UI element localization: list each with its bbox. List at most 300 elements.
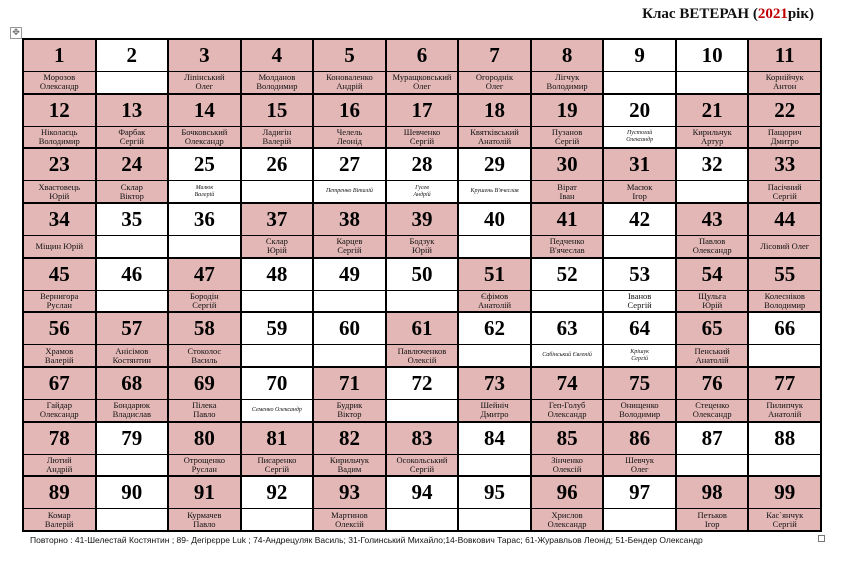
cell-number: 53 bbox=[629, 261, 651, 286]
table-cell bbox=[241, 367, 314, 422]
cell-name: Пилипчук Анатолій bbox=[749, 399, 820, 421]
cell-number: 55 bbox=[774, 261, 796, 286]
table-cell bbox=[603, 312, 676, 367]
cell-name: Храмов Валерій bbox=[24, 344, 95, 366]
cell-number: 30 bbox=[556, 152, 578, 177]
cell-number: 91 bbox=[193, 480, 215, 505]
table-cell bbox=[96, 476, 169, 531]
cell-number: 39 bbox=[411, 207, 433, 231]
cell-number: 10 bbox=[701, 43, 723, 67]
cell-name bbox=[242, 180, 313, 202]
cell-name: Бородін Сергій bbox=[169, 290, 240, 312]
cell-number: 85 bbox=[556, 425, 578, 450]
table-cell bbox=[386, 258, 459, 313]
cell-number: 8 bbox=[561, 43, 573, 67]
table-cell bbox=[676, 258, 749, 313]
cell-name bbox=[97, 454, 168, 476]
cell-number: 77 bbox=[774, 371, 796, 395]
table-cell bbox=[241, 39, 314, 94]
table-cell bbox=[676, 94, 749, 149]
table-cell bbox=[241, 422, 314, 477]
cell-number: 97 bbox=[629, 480, 651, 505]
cell-name: Челель Леонід bbox=[314, 126, 385, 148]
cell-number: 40 bbox=[484, 207, 506, 231]
cell-number: 23 bbox=[48, 152, 70, 177]
table-cell bbox=[458, 312, 531, 367]
table-cell bbox=[531, 367, 604, 422]
cell-name bbox=[242, 508, 313, 530]
cell-name: Анісімов Костянтин bbox=[97, 344, 168, 366]
cell-name bbox=[387, 399, 458, 421]
cell-number: 79 bbox=[121, 425, 143, 450]
table-cell bbox=[386, 312, 459, 367]
cell-name: Ніколаєць Володимир bbox=[24, 126, 95, 148]
table-cell bbox=[458, 367, 531, 422]
cell-number: 98 bbox=[701, 480, 723, 505]
table-cell bbox=[96, 422, 169, 477]
cell-number: 45 bbox=[48, 261, 70, 286]
cell-number: 18 bbox=[484, 97, 506, 122]
cell-number: 26 bbox=[266, 152, 288, 177]
table-cell bbox=[386, 367, 459, 422]
cell-number: 57 bbox=[121, 316, 143, 341]
table-cell bbox=[23, 94, 96, 149]
table-cell bbox=[748, 258, 821, 313]
table-cell bbox=[458, 258, 531, 313]
cell-number: 65 bbox=[701, 316, 723, 341]
table-cell bbox=[531, 39, 604, 94]
table-cell bbox=[313, 39, 386, 94]
cell-name: Сабінський Євгеній bbox=[532, 344, 603, 366]
cell-name: Квятківський Анатолій bbox=[459, 126, 530, 148]
cell-number: 43 bbox=[701, 207, 723, 231]
cell-name: Гайдар Олександр bbox=[24, 399, 95, 421]
cell-number: 48 bbox=[266, 261, 288, 286]
cell-name: Кирильчук Артур bbox=[677, 126, 748, 148]
cell-name: Коноваленко Андрій bbox=[314, 71, 385, 93]
table-cell bbox=[23, 258, 96, 313]
cell-number: 38 bbox=[338, 207, 360, 231]
cell-number: 25 bbox=[193, 152, 215, 177]
table-cell bbox=[241, 203, 314, 258]
cell-name: Склар Віктор bbox=[97, 180, 168, 202]
cell-name: Петренко Віталій bbox=[314, 180, 385, 202]
table-cell bbox=[23, 148, 96, 203]
table-cell bbox=[241, 94, 314, 149]
table-cell bbox=[603, 258, 676, 313]
title-text: Клас ВЕТЕРАН bbox=[642, 6, 750, 22]
table-cell bbox=[603, 203, 676, 258]
cell-number: 42 bbox=[629, 207, 651, 231]
cell-name: Павлюченков Олексій bbox=[387, 344, 458, 366]
table-cell bbox=[748, 94, 821, 149]
cell-name bbox=[749, 344, 820, 366]
cell-number: 63 bbox=[556, 316, 578, 341]
table-cell bbox=[748, 476, 821, 531]
cell-number: 13 bbox=[121, 97, 143, 122]
cell-number: 60 bbox=[338, 316, 360, 341]
cell-name: Писаренко Сергій bbox=[242, 454, 313, 476]
cell-name bbox=[677, 71, 748, 93]
table-cell bbox=[748, 367, 821, 422]
cell-number: 76 bbox=[701, 371, 723, 395]
cell-number: 35 bbox=[121, 207, 143, 231]
table-cell bbox=[313, 367, 386, 422]
table-cell bbox=[313, 94, 386, 149]
cell-name: Муращковський Олег bbox=[387, 71, 458, 93]
table-cell bbox=[458, 94, 531, 149]
cell-number: 44 bbox=[774, 207, 796, 231]
cell-number: 62 bbox=[484, 316, 506, 341]
table-cell bbox=[531, 476, 604, 531]
table-cell bbox=[748, 39, 821, 94]
cell-number: 81 bbox=[266, 425, 288, 450]
table-cell bbox=[23, 367, 96, 422]
cell-number: 94 bbox=[411, 480, 433, 505]
cell-name: Огороднік Олег bbox=[459, 71, 530, 93]
table-cell bbox=[676, 203, 749, 258]
cell-name: Пенський Анатолій bbox=[677, 344, 748, 366]
cell-number: 29 bbox=[484, 152, 506, 177]
cell-name: Морозов Олександр bbox=[24, 71, 95, 93]
title-paren-open: ( bbox=[752, 6, 758, 22]
cell-name: Пілека Павло bbox=[169, 399, 240, 421]
cell-number: 84 bbox=[484, 425, 506, 450]
table-cell bbox=[676, 367, 749, 422]
cell-number: 71 bbox=[338, 371, 360, 395]
cell-name: Комар Валерій bbox=[24, 508, 95, 530]
table-cell bbox=[386, 476, 459, 531]
cell-number: 17 bbox=[411, 97, 433, 122]
cell-number: 89 bbox=[48, 480, 70, 505]
cell-number: 64 bbox=[629, 316, 651, 341]
cell-name: Ладигін Валерій bbox=[242, 126, 313, 148]
cell-number: 27 bbox=[338, 152, 360, 177]
cell-name: Зінченко Олексій bbox=[532, 454, 603, 476]
cell-name: Будрик Віктор bbox=[314, 399, 385, 421]
cell-name bbox=[387, 508, 458, 530]
table-cell bbox=[603, 476, 676, 531]
cell-number: 72 bbox=[411, 371, 433, 395]
table-cell bbox=[168, 203, 241, 258]
cell-name: Крушень В'ячеслав bbox=[459, 180, 530, 202]
cell-number: 14 bbox=[193, 97, 215, 122]
cell-name: Геп-Голуб Олександр bbox=[532, 399, 603, 421]
table-cell bbox=[96, 367, 169, 422]
table-cell bbox=[531, 203, 604, 258]
table-cell bbox=[603, 39, 676, 94]
cell-number: 87 bbox=[701, 425, 723, 450]
table-cell bbox=[313, 476, 386, 531]
cell-name: Крішук Сергій bbox=[604, 344, 675, 366]
cell-number: 1 bbox=[54, 43, 65, 67]
cell-number: 33 bbox=[774, 152, 796, 177]
cell-name: Пузанов Сергій bbox=[532, 126, 603, 148]
cell-name: Отрощенко Руслан bbox=[169, 454, 240, 476]
table-cell bbox=[313, 258, 386, 313]
cell-number: 70 bbox=[266, 371, 288, 395]
title-paren-close: ) bbox=[809, 6, 814, 22]
table-cell bbox=[313, 312, 386, 367]
table-cell bbox=[748, 148, 821, 203]
table-cell bbox=[96, 258, 169, 313]
cell-name: Семенко Олександр bbox=[242, 399, 313, 421]
cell-number: 47 bbox=[193, 261, 215, 286]
table-cell bbox=[386, 148, 459, 203]
title-year: 2021 bbox=[757, 6, 788, 22]
page-title bbox=[642, 6, 814, 23]
cell-name: Кирильчук Вадим bbox=[314, 454, 385, 476]
cell-name: Корнійчук Антон bbox=[749, 71, 820, 93]
cell-name: Лютий Андрій bbox=[24, 454, 95, 476]
table-cell bbox=[96, 148, 169, 203]
cell-name: Вірат Іван bbox=[532, 180, 603, 202]
cell-number: 90 bbox=[121, 480, 143, 505]
cell-number: 24 bbox=[121, 152, 143, 177]
table-cell bbox=[603, 367, 676, 422]
cell-name: Єфімов Анатолій bbox=[459, 290, 530, 312]
cell-number: 36 bbox=[193, 207, 215, 231]
table-cell bbox=[531, 312, 604, 367]
cell-number: 20 bbox=[629, 97, 651, 122]
table-cell bbox=[386, 422, 459, 477]
cell-number: 16 bbox=[338, 97, 360, 122]
table-cell bbox=[458, 476, 531, 531]
cell-name: Мартинов Олексій bbox=[314, 508, 385, 530]
cell-number: 73 bbox=[484, 371, 506, 395]
cell-name: Малюк Валерій bbox=[169, 180, 240, 202]
cell-number: 69 bbox=[193, 371, 215, 395]
cell-name bbox=[604, 508, 675, 530]
table-cell bbox=[168, 94, 241, 149]
cell-name: Пустогай Олександр bbox=[604, 126, 675, 148]
cell-name: Фарбак Сергій bbox=[97, 126, 168, 148]
table-cell bbox=[168, 312, 241, 367]
cell-number: 66 bbox=[774, 316, 796, 341]
cell-name bbox=[314, 344, 385, 366]
cell-number: 6 bbox=[416, 43, 428, 67]
cell-number: 78 bbox=[48, 425, 70, 450]
cell-number: 4 bbox=[271, 43, 283, 67]
cell-name: Іванов Сергій bbox=[604, 290, 675, 312]
cell-name: Вернигора Руслан bbox=[24, 290, 95, 312]
table-cell bbox=[458, 39, 531, 94]
table-cell bbox=[676, 312, 749, 367]
cell-name bbox=[97, 71, 168, 93]
table-cell bbox=[313, 203, 386, 258]
cell-name bbox=[97, 290, 168, 312]
table-cell bbox=[313, 422, 386, 477]
cell-name: Щульга Юрій bbox=[677, 290, 748, 312]
cell-name bbox=[749, 454, 820, 476]
cell-number: 50 bbox=[411, 261, 433, 286]
cell-number: 74 bbox=[556, 371, 578, 395]
table-cell bbox=[168, 148, 241, 203]
cell-name: Лігчук Володимир bbox=[532, 71, 603, 93]
cell-name: Шевченко Сергій bbox=[387, 126, 458, 148]
cell-name: Педченко В'ячеслав bbox=[532, 235, 603, 257]
cell-name: Карцев Сергій bbox=[314, 235, 385, 257]
cell-name: Міщин Юрій bbox=[24, 235, 95, 257]
table-cell bbox=[386, 94, 459, 149]
cell-name: Ліпінський Олег bbox=[169, 71, 240, 93]
cell-name bbox=[677, 180, 748, 202]
cell-number: 82 bbox=[338, 425, 360, 450]
table-cell bbox=[241, 148, 314, 203]
cell-name bbox=[314, 290, 385, 312]
cell-name bbox=[459, 454, 530, 476]
table-cell bbox=[96, 39, 169, 94]
cell-name: Кас`янчук Сергій bbox=[749, 508, 820, 530]
table-cell bbox=[23, 422, 96, 477]
cell-name: Бочковський Олександр bbox=[169, 126, 240, 148]
cell-name: Бодзук Юрій bbox=[387, 235, 458, 257]
table-cell bbox=[531, 258, 604, 313]
table-cell bbox=[386, 39, 459, 94]
cell-name: Бондарюк Владислав bbox=[97, 399, 168, 421]
cell-number: 58 bbox=[193, 316, 215, 341]
table-cell bbox=[676, 476, 749, 531]
cell-name bbox=[242, 344, 313, 366]
cell-name bbox=[677, 454, 748, 476]
cell-name bbox=[387, 290, 458, 312]
cell-name: Молданов Володимир bbox=[242, 71, 313, 93]
table-cell bbox=[241, 258, 314, 313]
cell-name: Осокольський Сергій bbox=[387, 454, 458, 476]
cell-number: 83 bbox=[411, 425, 433, 450]
cell-name: Павлов Олександр bbox=[677, 235, 748, 257]
cell-number: 32 bbox=[701, 152, 723, 177]
table-cell bbox=[168, 258, 241, 313]
table-cell bbox=[676, 422, 749, 477]
cell-number: 59 bbox=[266, 316, 288, 341]
cell-name: Склар Юрій bbox=[242, 235, 313, 257]
cell-name: Лісовий Олег bbox=[749, 235, 820, 257]
table-cell bbox=[531, 422, 604, 477]
cell-number: 41 bbox=[556, 207, 578, 231]
cell-number: 75 bbox=[629, 371, 651, 395]
table-cell bbox=[748, 312, 821, 367]
cell-number: 92 bbox=[266, 480, 288, 505]
table-cell bbox=[168, 367, 241, 422]
cell-number: 22 bbox=[774, 97, 796, 122]
cell-name: Колеснiков Володимир bbox=[749, 290, 820, 312]
table-cell bbox=[241, 476, 314, 531]
cell-name: Стеценко Олександр bbox=[677, 399, 748, 421]
table-cell bbox=[676, 39, 749, 94]
cell-number: 3 bbox=[199, 43, 210, 67]
table-cell bbox=[603, 148, 676, 203]
table-cell bbox=[458, 422, 531, 477]
cell-number: 21 bbox=[701, 97, 723, 122]
table-cell bbox=[531, 94, 604, 149]
cell-number: 80 bbox=[193, 425, 215, 450]
cell-name: Хрислов Олександр bbox=[532, 508, 603, 530]
table-cell bbox=[676, 148, 749, 203]
cell-name: Курмачев Павло bbox=[169, 508, 240, 530]
cell-name: Шейніч Дмитро bbox=[459, 399, 530, 421]
cell-name bbox=[242, 290, 313, 312]
cell-number: 56 bbox=[48, 316, 70, 341]
cell-name: Гусев Андрій bbox=[387, 180, 458, 202]
cell-number: 61 bbox=[411, 316, 433, 341]
cell-number: 34 bbox=[48, 207, 70, 231]
cell-name bbox=[459, 508, 530, 530]
cell-number: 67 bbox=[48, 371, 70, 395]
table-cell bbox=[386, 203, 459, 258]
cell-name bbox=[97, 235, 168, 257]
table-cell bbox=[168, 476, 241, 531]
table-cell bbox=[168, 422, 241, 477]
cell-number: 49 bbox=[338, 261, 360, 286]
cell-number: 31 bbox=[629, 152, 651, 177]
table-cell bbox=[23, 312, 96, 367]
cell-number: 52 bbox=[556, 261, 578, 286]
move-anchor-icon[interactable]: ✥ bbox=[10, 27, 22, 39]
cell-name: Хвастовець Юрій bbox=[24, 180, 95, 202]
cell-number: 12 bbox=[48, 97, 70, 122]
cell-name bbox=[604, 71, 675, 93]
cell-number: 7 bbox=[489, 43, 500, 67]
cell-number: 15 bbox=[266, 97, 288, 122]
cell-number: 88 bbox=[774, 425, 796, 450]
cell-number: 51 bbox=[484, 261, 506, 286]
table-cell bbox=[241, 312, 314, 367]
table-resize-handle[interactable] bbox=[818, 535, 825, 542]
cell-name bbox=[169, 235, 240, 257]
cell-number: 46 bbox=[121, 261, 143, 286]
cell-name: Масюк Ігор bbox=[604, 180, 675, 202]
cell-name bbox=[459, 235, 530, 257]
cell-name bbox=[532, 290, 603, 312]
table-cell bbox=[603, 94, 676, 149]
cell-name: Пасічний Сергій bbox=[749, 180, 820, 202]
cell-number: 37 bbox=[266, 207, 288, 231]
cell-number: 11 bbox=[774, 43, 795, 67]
cell-number: 96 bbox=[556, 480, 578, 505]
cell-number: 68 bbox=[121, 371, 143, 395]
cell-number: 2 bbox=[126, 43, 138, 67]
table-cell bbox=[168, 39, 241, 94]
table-cell bbox=[313, 148, 386, 203]
cell-number: 93 bbox=[338, 480, 360, 505]
cell-number: 9 bbox=[634, 43, 645, 67]
table-cell bbox=[458, 203, 531, 258]
cell-number: 28 bbox=[411, 152, 433, 177]
cell-name: Стоколос Василь bbox=[169, 344, 240, 366]
table-cell bbox=[96, 203, 169, 258]
roster-table bbox=[22, 38, 822, 532]
table-cell bbox=[748, 203, 821, 258]
cell-number: 95 bbox=[484, 480, 506, 505]
cell-number: 19 bbox=[556, 97, 578, 122]
table-cell bbox=[96, 94, 169, 149]
cell-name bbox=[459, 344, 530, 366]
cell-number: 86 bbox=[629, 425, 651, 450]
title-year-suffix: рік bbox=[787, 6, 809, 22]
cell-number: 5 bbox=[344, 43, 355, 67]
table-cell bbox=[23, 203, 96, 258]
table-cell bbox=[23, 39, 96, 94]
cell-number: 54 bbox=[701, 261, 723, 286]
table-cell bbox=[23, 476, 96, 531]
table-cell bbox=[531, 148, 604, 203]
table-cell bbox=[603, 422, 676, 477]
cell-name: Шевчук Олег bbox=[604, 454, 675, 476]
table-cell bbox=[458, 148, 531, 203]
cell-name bbox=[604, 235, 675, 257]
table-cell bbox=[96, 312, 169, 367]
